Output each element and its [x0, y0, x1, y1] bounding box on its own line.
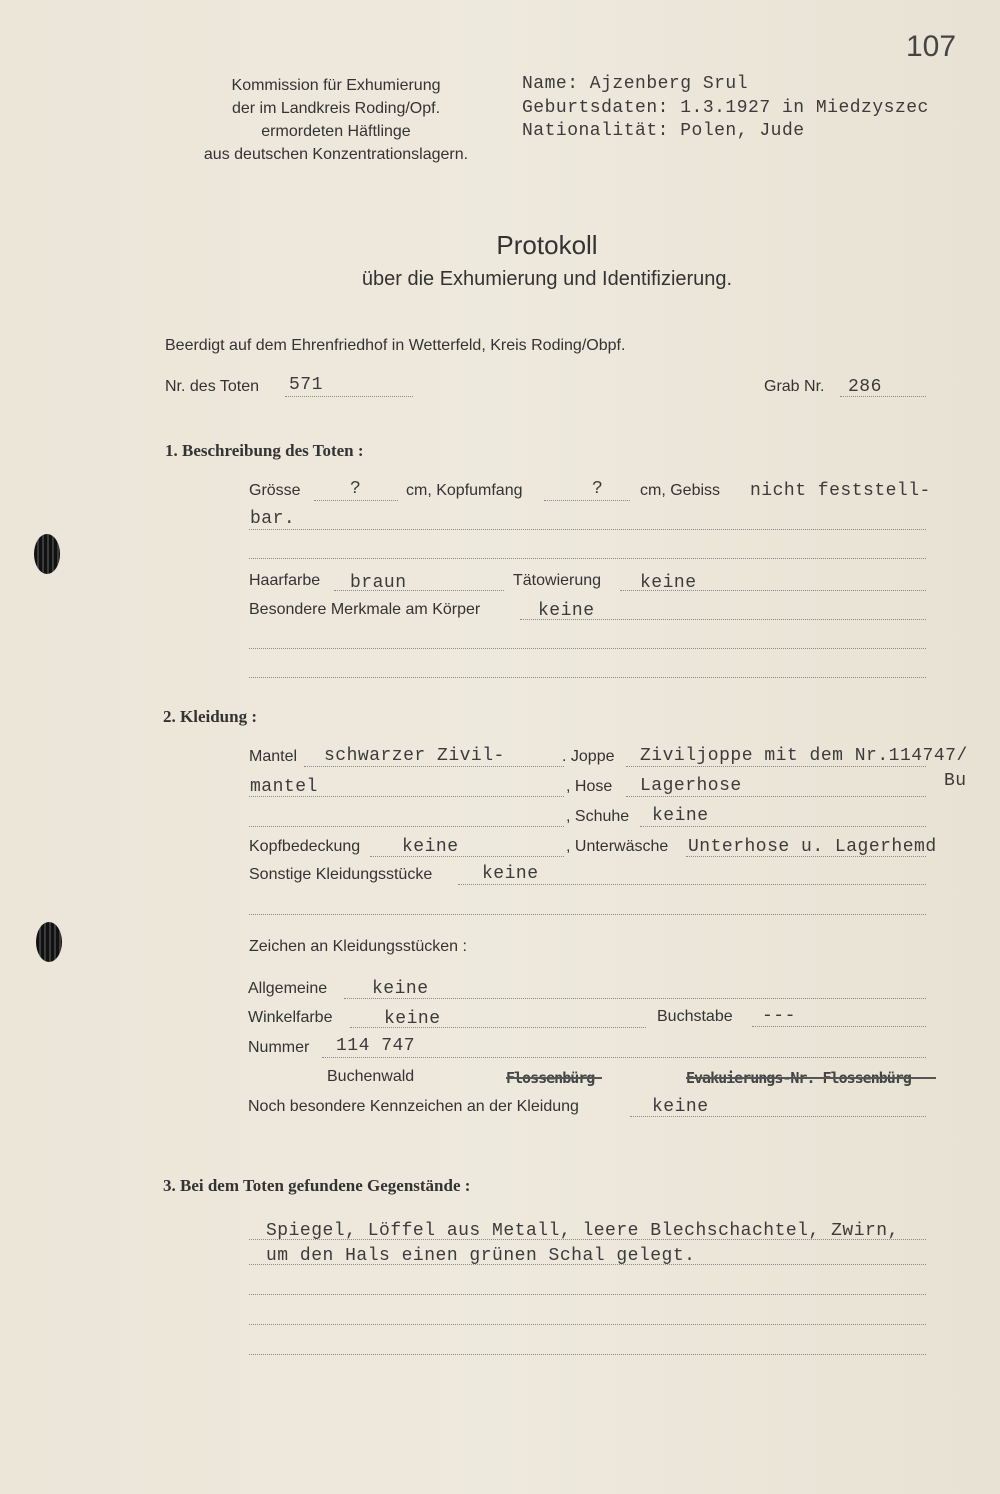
- grave-number-value: 286: [848, 377, 882, 397]
- hose-label: , Hose: [566, 778, 613, 795]
- nummer-label: Nummer: [248, 1039, 310, 1056]
- kopfbedeckung-value: keine: [402, 837, 459, 857]
- mantel-label: Mantel: [249, 748, 298, 765]
- allgemeine-value: keine: [372, 979, 429, 999]
- groesse-value: ?: [350, 479, 362, 499]
- section-3-heading: 3. Bei dem Toten gefundene Gegenstände :: [163, 1176, 471, 1195]
- kopfbedeckung-label: Kopfbedeckung: [249, 838, 361, 855]
- buchenwald-label: Buchenwald: [327, 1068, 415, 1085]
- merkmale-label: Besondere Merkmale am Körper: [249, 601, 481, 618]
- nummer-value: 114 747: [336, 1036, 416, 1056]
- commission-line-3: ermordeten Häftlinge: [261, 123, 411, 140]
- unterwaesche-value: Unterhose u. Lagerhemd: [688, 837, 937, 857]
- noch-label: Noch besondere Kennzeichen an der Kleidung: [248, 1098, 579, 1115]
- sonstige-value: keine: [482, 864, 539, 884]
- binder-hole-bottom: [36, 922, 62, 962]
- strike-line-2: [686, 1077, 936, 1079]
- mantel-value-2: mantel: [250, 777, 318, 797]
- kopfumfang-label: cm, Kopfumfang: [406, 482, 523, 499]
- mantel-value-1: schwarzer Zivil-: [324, 746, 505, 766]
- haarfarbe-label: Haarfarbe: [249, 572, 321, 589]
- flossenburg-struck: Flossenbürg: [506, 1069, 595, 1087]
- binder-hole-top: [34, 534, 60, 574]
- section-2-heading: 2. Kleidung :: [163, 707, 257, 726]
- commission-line-1: Kommission für Exhumierung: [231, 77, 441, 94]
- strike-line-1: [506, 1077, 602, 1079]
- commission-header: [180, 74, 492, 166]
- schuhe-value: keine: [652, 806, 709, 826]
- page-number: 107: [906, 30, 957, 63]
- nationality-line: Nationalität: Polen, Jude: [522, 121, 805, 141]
- items-line-1: Spiegel, Löffel aus Metall, leere Blechschachtel, Zwirn,: [266, 1221, 899, 1241]
- items-line-2: um den Hals einen grünen Schal gelegt.: [266, 1246, 696, 1266]
- gebiss-label: cm, Gebiss: [640, 482, 721, 499]
- dead-number-value: 571: [289, 375, 323, 395]
- buchstabe-label: Buchstabe: [657, 1008, 733, 1025]
- joppe-label: . Joppe: [562, 748, 615, 765]
- noch-value: keine: [652, 1097, 709, 1117]
- dead-number-label: Nr. des Toten: [165, 378, 259, 395]
- taetowierung-value: keine: [640, 573, 697, 593]
- commission-line-4: aus deutschen Konzentrationslagern.: [203, 146, 469, 163]
- buried-line: Beerdigt auf dem Ehrenfriedhof in Wetterfeld, Kreis Roding/Obpf.: [165, 337, 626, 354]
- document-title: Protokoll: [496, 230, 598, 260]
- birth-line: Geburtsdaten: 1.3.1927 in Miedzyszec: [522, 98, 929, 118]
- grave-number-label: Grab Nr.: [764, 378, 825, 395]
- joppe-value-2: Bu: [944, 771, 967, 791]
- zeichen-heading: Zeichen an Kleidungsstücken :: [249, 938, 467, 955]
- schuhe-label: , Schuhe: [566, 808, 630, 825]
- section-1-heading: 1. Beschreibung des Toten :: [165, 441, 364, 460]
- merkmale-value: keine: [538, 601, 595, 621]
- gebiss-value-1: nicht feststell-: [750, 481, 931, 501]
- taetowierung-label: Tätowierung: [513, 572, 602, 589]
- name-line: Name: Ajzenberg Srul: [522, 74, 749, 94]
- commission-line-2: der im Landkreis Roding/Opf.: [231, 100, 441, 117]
- allgemeine-label: Allgemeine: [248, 980, 328, 997]
- kopfumfang-value: ?: [592, 479, 604, 499]
- evakuierung-struck: Evakuierungs-Nr. Flossenbürg: [686, 1069, 911, 1087]
- joppe-value: Ziviljoppe mit dem Nr.114747/: [640, 746, 968, 766]
- haarfarbe-value: braun: [350, 573, 407, 593]
- hose-value: Lagerhose: [640, 776, 742, 796]
- document-subtitle: über die Exhumierung und Identifizierung.: [361, 268, 733, 290]
- buchstabe-value: ---: [762, 1006, 796, 1026]
- sonstige-label: Sonstige Kleidungsstücke: [249, 866, 433, 883]
- groesse-label: Grösse: [249, 482, 301, 499]
- winkelfarbe-label: Winkelfarbe: [248, 1009, 333, 1026]
- unterwaesche-label: , Unterwäsche: [566, 838, 669, 855]
- gebiss-value-2: bar.: [250, 509, 296, 529]
- winkelfarbe-value: keine: [384, 1009, 441, 1029]
